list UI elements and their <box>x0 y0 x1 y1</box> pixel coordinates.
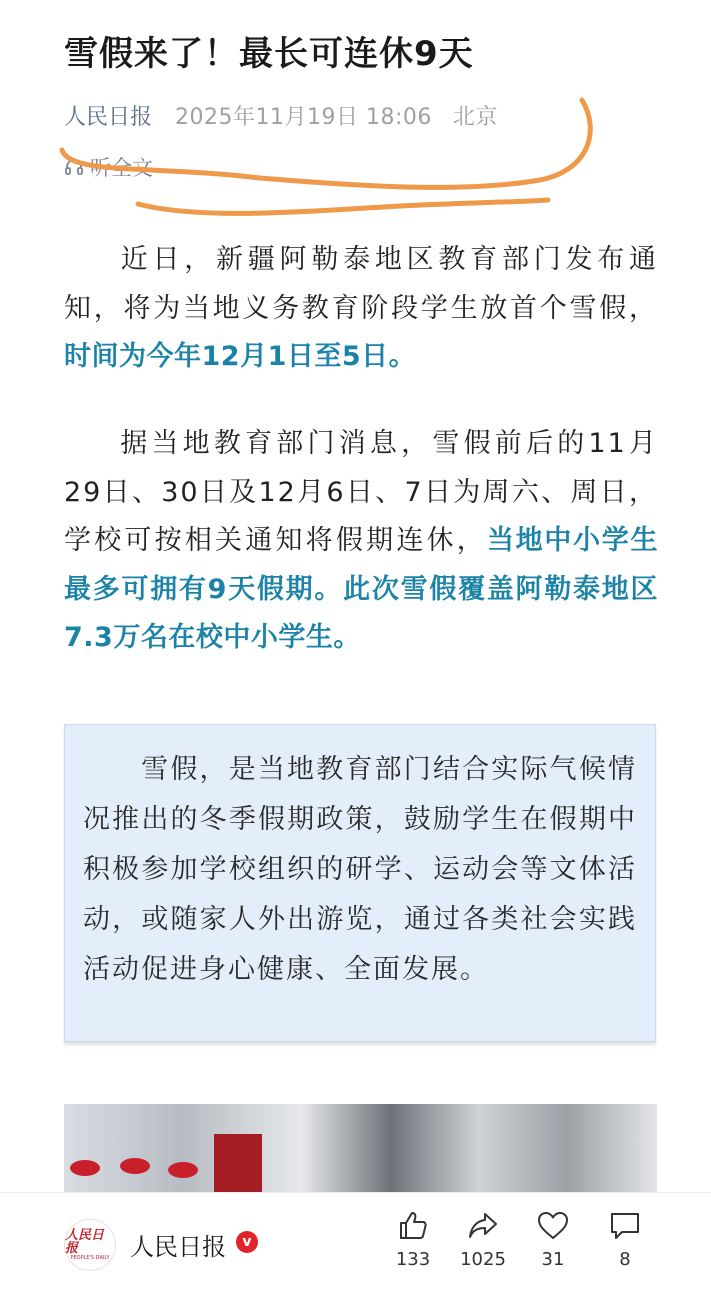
thumbs-up-icon <box>378 1209 448 1243</box>
verified-badge-icon: v <box>236 1231 258 1253</box>
avatar[interactable] <box>64 1219 116 1271</box>
article-meta <box>64 100 498 131</box>
paragraph-1-text: 近日，新疆阿勒泰地区教育部门发布通知，将为当地义务教育阶段学生放首个雪假， <box>64 244 658 324</box>
avatar-subtitle: PEOPLE'S DAILY <box>70 1255 110 1261</box>
paragraph-2-text: 据当地教育部门消息，雪假前后的11月29日、30日及12月6日、7日为周六、周日，学校可按相关通知将假期连休， <box>64 428 658 556</box>
comment-count: 8 <box>619 1249 631 1270</box>
paragraph-2 <box>64 420 658 663</box>
lantern-decoration <box>120 1158 150 1174</box>
lantern-decoration <box>168 1162 198 1178</box>
source-name[interactable]: 人民日报 <box>64 105 153 130</box>
paragraph-2-highlight: 当地中小学生最多可拥有9天假期。此次雪假覆盖阿勒泰地区7.3万名在校中小学生。 <box>64 525 659 653</box>
heart-icon <box>518 1209 588 1243</box>
lantern-decoration <box>70 1160 100 1176</box>
paragraph-1 <box>64 236 658 382</box>
paragraph-1-highlight: 时间为今年12月1日至5日。 <box>64 341 417 372</box>
like-count: 133 <box>395 1249 431 1270</box>
article-title: 雪假来了！最长可连休9天 <box>64 34 474 74</box>
share-button[interactable] <box>448 1209 518 1270</box>
publish-location: 北京 <box>452 105 498 130</box>
account-name[interactable]: 人民日报 <box>130 1233 226 1261</box>
avatar-logo: 人民日报 <box>65 1228 105 1256</box>
favorite-count: 31 <box>541 1249 565 1270</box>
comment-button[interactable] <box>590 1209 660 1270</box>
share-count: 1025 <box>460 1249 506 1270</box>
favorite-button[interactable] <box>518 1209 588 1270</box>
comment-bubble-icon <box>590 1209 660 1243</box>
article-photo[interactable] <box>64 1104 657 1192</box>
like-button[interactable] <box>378 1209 448 1270</box>
banner-decoration <box>214 1134 262 1192</box>
listen-label: 听全文 <box>90 156 153 180</box>
headphones-icon <box>64 157 84 177</box>
listen-button[interactable] <box>64 152 153 182</box>
quote-text: 雪假，是当地教育部门结合实际气候情况推出的冬季假期政策，鼓励学生在假期中积极参加学校组织的研学、运动会等文体活动，或随家人外出游览，通过各类社会实践活动促进身心健康、全面发展。 <box>83 754 637 985</box>
quote-box <box>64 724 656 1042</box>
publish-time: 2025年11月19日 18:06 <box>175 105 432 130</box>
share-arrow-icon <box>448 1209 518 1243</box>
bottom-bar <box>0 1192 711 1308</box>
